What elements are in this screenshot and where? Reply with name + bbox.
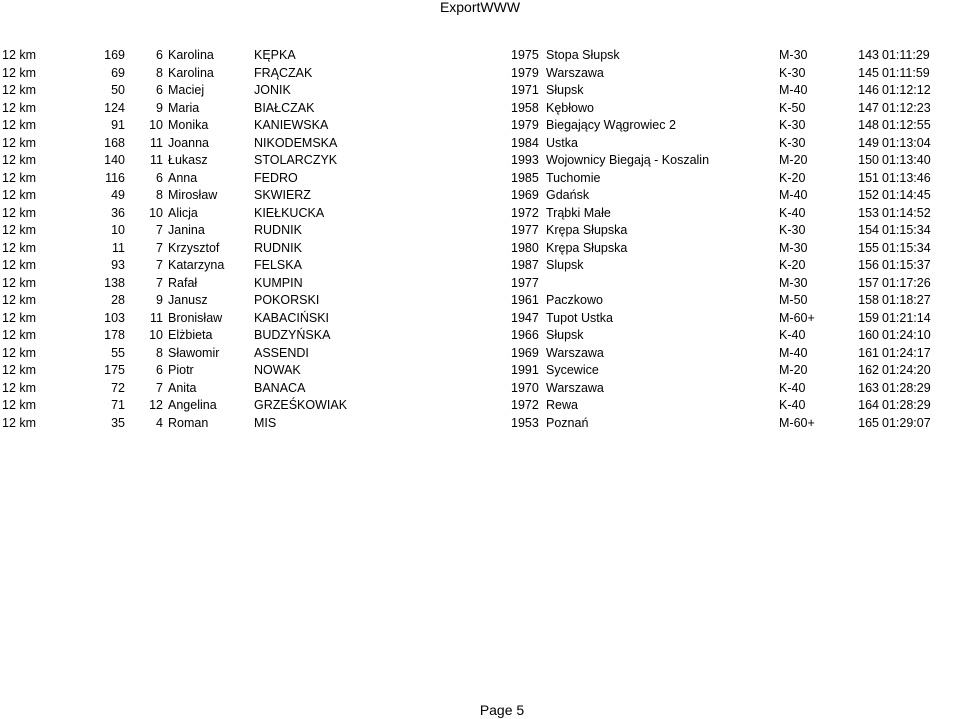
first-name-cell: Karolina [168, 48, 214, 62]
club-cell: Biegający Wągrowiec 2 [546, 118, 676, 132]
category-position-cell: 6 [156, 83, 163, 97]
finish-time-cell: 01:24:20 [882, 363, 931, 377]
finish-time-cell: 01:13:40 [882, 153, 931, 167]
category-position-cell: 7 [156, 275, 163, 290]
finish-time-cell: 01:15:34 [882, 240, 931, 255]
finish-time-cell: 01:13:46 [882, 170, 931, 185]
birth-year-cell: 1985 [511, 170, 539, 185]
finish-time-cell: 01:13:04 [882, 135, 931, 150]
age-category-cell: K-40 [779, 398, 806, 412]
category-position-cell: 11 [150, 135, 163, 150]
category-position-cell: 7 [156, 223, 163, 237]
bib-number-cell: 178 [104, 328, 125, 342]
last-name-cell: BANACA [254, 380, 306, 395]
last-name-cell: KANIEWSKA [254, 118, 329, 132]
age-category-cell: K-30 [779, 223, 806, 237]
birth-year-cell: 1980 [511, 240, 539, 255]
category-position-cell: 6 [156, 363, 163, 377]
birth-year-cell: 1977 [511, 223, 539, 237]
table-row [0, 275, 960, 293]
bib-number-cell: 103 [104, 310, 125, 325]
bib-number-cell: 116 [105, 170, 125, 185]
last-name-cell: STOLARCZYK [254, 153, 338, 167]
birth-year-cell: 1953 [511, 415, 539, 430]
first-name-cell: Karolina [168, 65, 214, 80]
club-cell: Kębłowo [546, 100, 594, 115]
distance-cell: 12 km [2, 240, 37, 255]
age-category-cell: M-30 [779, 48, 808, 62]
overall-place-cell: 151 [858, 170, 879, 185]
first-name-cell: Angelina [168, 398, 217, 412]
birth-year-cell: 1972 [511, 398, 539, 412]
birth-year-cell: 1972 [511, 205, 539, 220]
first-name-cell: Piotr [168, 363, 194, 377]
overall-place-cell: 148 [858, 118, 879, 132]
bib-number-cell: 49 [111, 188, 125, 202]
finish-time-cell: 01:15:34 [882, 223, 931, 237]
distance-cell: 12 km [2, 223, 37, 237]
club-cell: Wojownicy Biegają - Koszalin [546, 153, 710, 167]
finish-time-cell: 01:12:12 [882, 83, 931, 97]
category-position-cell: 10 [149, 328, 163, 342]
club-cell: Słupsk [546, 83, 584, 97]
birth-year-cell: 1969 [511, 188, 539, 202]
overall-place-cell: 164 [858, 398, 879, 412]
age-category-cell: M-40 [779, 345, 808, 360]
distance-cell: 12 km [2, 258, 37, 272]
club-cell: Stopa Słupsk [546, 48, 620, 62]
first-name-cell: Janusz [168, 293, 208, 307]
distance-cell: 12 km [2, 275, 37, 290]
first-name-cell: Katarzyna [168, 258, 225, 272]
age-category-cell: M-30 [779, 275, 808, 290]
table-row [0, 82, 960, 100]
first-name-cell: Mirosław [168, 188, 218, 202]
bib-number-cell: 28 [111, 293, 125, 307]
first-name-cell: Rafał [168, 275, 198, 290]
category-position-cell: 4 [156, 415, 163, 430]
club-cell: Warszawa [546, 345, 604, 360]
finish-time-cell: 01:21:14 [882, 310, 931, 325]
birth-year-cell: 1979 [511, 65, 539, 80]
table-row [0, 65, 960, 83]
birth-year-cell: 1970 [511, 380, 539, 395]
distance-cell: 12 km [2, 83, 37, 97]
club-cell: Warszawa [546, 380, 604, 395]
birth-year-cell: 1975 [511, 48, 539, 62]
table-row [0, 187, 960, 205]
table-row [0, 152, 960, 170]
table-row [0, 257, 960, 275]
overall-place-cell: 163 [858, 380, 879, 395]
club-cell: Warszawa [546, 65, 604, 80]
first-name-cell: Joanna [168, 135, 210, 150]
finish-time-cell: 01:28:29 [882, 398, 931, 412]
age-category-cell: K-30 [779, 135, 806, 150]
last-name-cell: MIS [254, 415, 277, 430]
category-position-cell: 10 [149, 205, 163, 220]
club-cell: Paczkowo [546, 293, 603, 307]
overall-place-cell: 156 [858, 258, 879, 272]
category-position-cell: 8 [156, 188, 163, 202]
bib-number-cell: 10 [111, 223, 125, 237]
last-name-cell: BIAŁCZAK [254, 100, 315, 115]
page-number: Page 5 [479, 702, 525, 718]
results-table [0, 47, 960, 432]
first-name-cell: Sławomir [168, 345, 220, 360]
last-name-cell: SKWIERZ [254, 188, 311, 202]
age-category-cell: K-50 [779, 100, 806, 115]
first-name-cell: Maria [168, 100, 200, 115]
bib-number-cell: 72 [111, 380, 125, 395]
first-name-cell: Bronisław [168, 310, 223, 325]
last-name-cell: POKORSKI [254, 293, 320, 307]
first-name-cell: Maciej [168, 83, 205, 97]
last-name-cell: FEDRO [254, 170, 298, 185]
age-category-cell: M-40 [779, 188, 808, 202]
age-category-cell: K-40 [779, 205, 806, 220]
overall-place-cell: 150 [858, 153, 879, 167]
distance-cell: 12 km [2, 345, 37, 360]
overall-place-cell: 149 [858, 135, 879, 150]
bib-number-cell: 169 [104, 48, 125, 62]
category-position-cell: 10 [149, 118, 163, 132]
club-cell: Krępa Słupska [546, 223, 628, 237]
last-name-cell: JONIK [254, 83, 291, 97]
last-name-cell: BUDZYŃSKA [254, 328, 331, 342]
distance-cell: 12 km [2, 293, 37, 307]
first-name-cell: Monika [168, 118, 209, 132]
table-row [0, 222, 960, 240]
last-name-cell: KUMPIN [254, 275, 303, 290]
table-row [0, 240, 960, 258]
club-cell: Ustka [546, 135, 578, 150]
club-cell: Rewa [546, 398, 578, 412]
overall-place-cell: 147 [858, 100, 879, 115]
category-position-cell: 7 [156, 258, 163, 272]
club-cell: Słupsk [546, 328, 584, 342]
last-name-cell: NIKODEMSKA [254, 135, 338, 150]
table-row [0, 135, 960, 153]
last-name-cell: KĘPKA [254, 48, 296, 62]
age-category-cell: K-30 [779, 65, 806, 80]
category-position-cell: 7 [156, 380, 163, 395]
club-cell: Trąbki Małe [546, 205, 611, 220]
first-name-cell: Roman [168, 415, 209, 430]
bib-number-cell: 91 [111, 118, 125, 132]
overall-place-cell: 158 [858, 293, 879, 307]
finish-time-cell: 01:18:27 [882, 293, 931, 307]
distance-cell: 12 km [2, 153, 37, 167]
first-name-cell: Elżbieta [168, 328, 213, 342]
age-category-cell: M-20 [779, 153, 808, 167]
age-category-cell: M-50 [779, 293, 808, 307]
overall-place-cell: 165 [858, 415, 879, 430]
overall-place-cell: 152 [858, 188, 879, 202]
birth-year-cell: 1993 [511, 153, 539, 167]
document-header [0, 0, 960, 14]
distance-cell: 12 km [2, 65, 37, 80]
distance-cell: 12 km [2, 310, 37, 325]
bib-number-cell: 93 [111, 258, 125, 272]
distance-cell: 12 km [2, 170, 37, 185]
overall-place-cell: 160 [858, 328, 879, 342]
birth-year-cell: 1947 [511, 310, 539, 325]
bib-number-cell: 35 [111, 415, 125, 430]
category-position-cell: 11 [150, 310, 163, 325]
bib-number-cell: 69 [111, 65, 125, 80]
table-row [0, 47, 960, 65]
bib-number-cell: 71 [111, 398, 125, 412]
table-row [0, 415, 960, 433]
table-row [0, 117, 960, 135]
birth-year-cell: 1977 [511, 275, 539, 290]
document-title: ExportWWW [439, 0, 521, 15]
first-name-cell: Anna [168, 170, 198, 185]
club-cell: Slupsk [546, 258, 584, 272]
last-name-cell: FELSKA [254, 258, 302, 272]
category-position-cell: 6 [156, 170, 163, 185]
category-position-cell: 6 [156, 48, 163, 62]
document-footer [0, 702, 960, 718]
finish-time-cell: 01:12:55 [882, 118, 931, 132]
category-position-cell: 8 [156, 65, 163, 80]
bib-number-cell: 36 [111, 205, 125, 220]
table-row [0, 397, 960, 415]
age-category-cell: K-40 [779, 328, 806, 342]
club-cell: Gdańsk [546, 188, 590, 202]
birth-year-cell: 1984 [511, 135, 539, 150]
category-position-cell: 11 [150, 153, 163, 167]
overall-place-cell: 145 [858, 65, 879, 80]
category-position-cell: 7 [156, 240, 163, 255]
table-row [0, 310, 960, 328]
overall-place-cell: 143 [858, 48, 879, 62]
table-row [0, 327, 960, 345]
overall-place-cell: 161 [858, 345, 879, 360]
distance-cell: 12 km [2, 415, 37, 430]
first-name-cell: Janina [168, 223, 205, 237]
finish-time-cell: 01:15:37 [882, 258, 931, 272]
finish-time-cell: 01:24:17 [882, 345, 931, 360]
age-category-cell: K-40 [779, 380, 806, 395]
overall-place-cell: 159 [858, 310, 879, 325]
club-cell: Sycewice [546, 363, 599, 377]
bib-number-cell: 138 [104, 275, 125, 290]
first-name-cell: Łukasz [168, 153, 208, 167]
bib-number-cell: 175 [104, 363, 125, 377]
table-row [0, 170, 960, 188]
age-category-cell: M-60+ [779, 415, 815, 430]
overall-place-cell: 155 [858, 240, 879, 255]
table-row [0, 205, 960, 223]
category-position-cell: 12 [149, 398, 163, 412]
overall-place-cell: 154 [858, 223, 879, 237]
table-row [0, 345, 960, 363]
club-cell: Poznań [546, 415, 589, 430]
last-name-cell: RUDNIK [254, 223, 302, 237]
distance-cell: 12 km [2, 188, 37, 202]
bib-number-cell: 124 [104, 100, 125, 115]
category-position-cell: 9 [156, 100, 163, 115]
table-row [0, 362, 960, 380]
club-cell: Krępa Słupska [546, 240, 628, 255]
birth-year-cell: 1958 [511, 100, 539, 115]
distance-cell: 12 km [2, 205, 37, 220]
birth-year-cell: 1991 [511, 363, 539, 377]
age-category-cell: M-60+ [779, 310, 815, 325]
birth-year-cell: 1971 [511, 83, 539, 97]
category-position-cell: 8 [156, 345, 163, 360]
overall-place-cell: 157 [858, 275, 879, 290]
finish-time-cell: 01:24:10 [882, 328, 931, 342]
bib-number-cell: 168 [104, 135, 125, 150]
distance-cell: 12 km [2, 135, 37, 150]
finish-time-cell: 01:29:07 [882, 415, 931, 430]
first-name-cell: Anita [168, 380, 197, 395]
age-category-cell: M-30 [779, 240, 808, 255]
distance-cell: 12 km [2, 398, 37, 412]
last-name-cell: KABACIŃSKI [254, 310, 330, 325]
club-cell: Tupot Ustka [546, 310, 613, 325]
finish-time-cell: 01:28:29 [882, 380, 931, 395]
age-category-cell: M-40 [779, 83, 808, 97]
distance-cell: 12 km [2, 118, 37, 132]
last-name-cell: NOWAK [254, 363, 301, 377]
club-cell: Tuchomie [546, 170, 601, 185]
overall-place-cell: 162 [858, 363, 879, 377]
table-row [0, 380, 960, 398]
distance-cell: 12 km [2, 328, 37, 342]
age-category-cell: M-20 [779, 363, 808, 377]
distance-cell: 12 km [2, 363, 37, 377]
last-name-cell: RUDNIK [254, 240, 302, 255]
bib-number-cell: 140 [104, 153, 125, 167]
overall-place-cell: 146 [858, 83, 879, 97]
table-row [0, 292, 960, 310]
finish-time-cell: 01:17:26 [882, 275, 931, 290]
last-name-cell: KIEŁKUCKA [254, 205, 325, 220]
age-category-cell: K-20 [779, 170, 806, 185]
finish-time-cell: 01:11:59 [882, 65, 930, 80]
last-name-cell: ASSENDI [254, 345, 309, 360]
birth-year-cell: 1969 [511, 345, 539, 360]
bib-number-cell: 50 [111, 83, 125, 97]
last-name-cell: FRĄCZAK [254, 65, 313, 80]
category-position-cell: 9 [156, 293, 163, 307]
distance-cell: 12 km [2, 100, 37, 115]
birth-year-cell: 1987 [511, 258, 539, 272]
finish-time-cell: 01:11:29 [882, 48, 930, 62]
table-row [0, 100, 960, 118]
birth-year-cell: 1979 [511, 118, 539, 132]
finish-time-cell: 01:12:23 [882, 100, 931, 115]
overall-place-cell: 153 [858, 205, 879, 220]
first-name-cell: Alicja [168, 205, 198, 220]
birth-year-cell: 1961 [511, 293, 539, 307]
distance-cell: 12 km [2, 380, 37, 395]
first-name-cell: Krzysztof [168, 240, 220, 255]
bib-number-cell: 55 [111, 345, 125, 360]
finish-time-cell: 01:14:45 [882, 188, 931, 202]
age-category-cell: K-30 [779, 118, 806, 132]
birth-year-cell: 1966 [511, 328, 539, 342]
age-category-cell: K-20 [779, 258, 806, 272]
bib-number-cell: 11 [112, 240, 125, 255]
distance-cell: 12 km [2, 48, 37, 62]
finish-time-cell: 01:14:52 [882, 205, 931, 220]
last-name-cell: GRZEŚKOWIAK [254, 398, 348, 412]
